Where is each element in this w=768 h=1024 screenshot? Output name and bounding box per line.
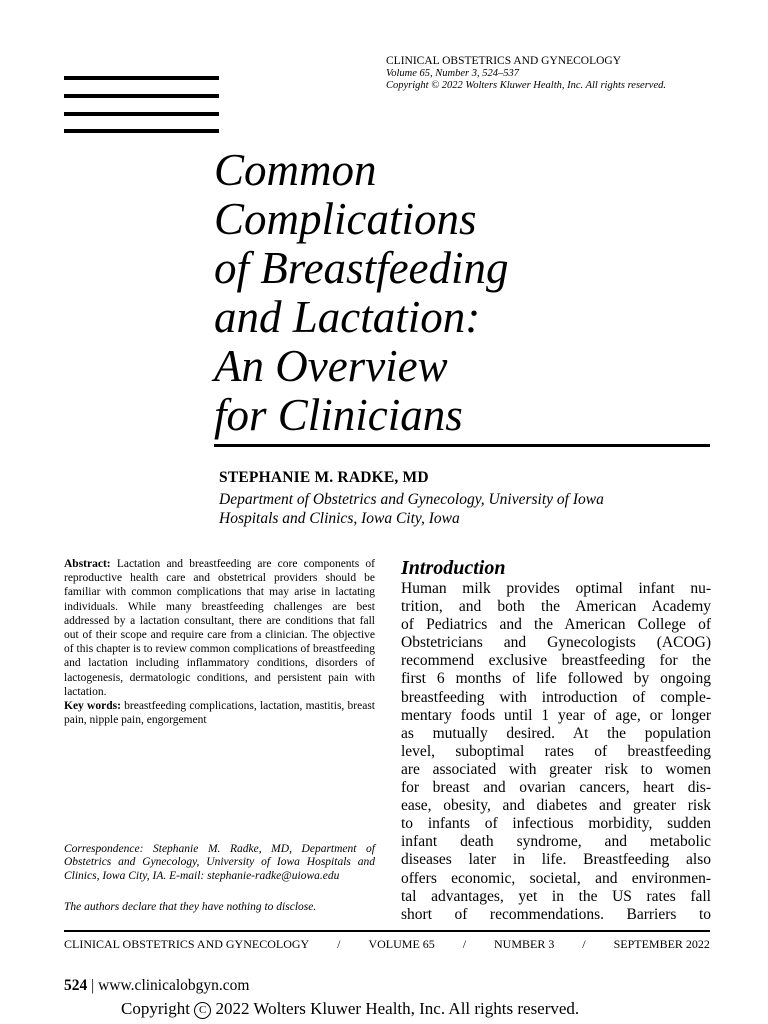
- page-separator: |: [91, 977, 95, 994]
- introduction-heading: Introduction: [401, 557, 506, 579]
- footer-number: NUMBER 3: [494, 937, 555, 951]
- keywords-label: Key words:: [64, 700, 121, 713]
- title-rule: [214, 444, 710, 447]
- introduction-line: Human milk provides optimal infant nu-: [401, 580, 711, 597]
- author-name: STEPHANIE M. RADKE, MD: [219, 469, 429, 486]
- introduction-line: tal advantages, yet in the US rates fall: [401, 887, 711, 905]
- running-footer: [64, 937, 710, 952]
- introduction-line: ease, obesity, and diabetes and greater risk: [401, 797, 711, 815]
- abstract-text: Lactation and breastfeeding are core components of reproductive health care and obstetrical providers should be familiar with common complications that may arise in lactating individuals. While many breastfeeding challenges are best addressed by a lactation consultant, there are conditions that fall out of their scope and require care from a clinician. The objective of this chapter is to review common complications of breastfeeding and lactation including inflammatory conditions, disorders of lactogenesis, dermatologic conditions, and persistent pain with lactation.: [64, 558, 375, 698]
- introduction-line: to infants of infectious morbidity, sudden: [401, 815, 711, 833]
- article-title: [214, 146, 714, 440]
- decorative-rule-4: [64, 129, 219, 133]
- introduction-line: infant death syndrome, and metabolic: [401, 833, 711, 851]
- footer-separator: /: [337, 937, 341, 951]
- affiliation-line: Department of Obstetrics and Gynecology, University of Iowa: [219, 491, 604, 508]
- introduction-line: Obstetricians and Gynecologists (ACOG): [401, 634, 711, 652]
- introduction-line: first 6 months of life followed by ongoing: [401, 670, 711, 688]
- introduction-line: short of recommendations. Barriers to: [401, 905, 711, 923]
- website-link[interactable]: www.clinicalobgyn.com: [98, 977, 250, 994]
- introduction-line: offers economic, societal, and environmen-: [401, 869, 711, 887]
- correspondence: Correspondence: Stephanie M. Radke, MD, Department of Obstetrics and Gynecology, University of Iowa Hospitals and Clinics, Iowa City, IA. E-mail: stephanie-radke@uiowa.edu: [64, 843, 375, 882]
- author-affiliation: [219, 490, 604, 528]
- title-line: Complications: [214, 194, 477, 244]
- abstract: [64, 557, 375, 727]
- copyright-prefix: Copyright: [121, 999, 190, 1018]
- bottom-copyright: [121, 999, 579, 1019]
- copyright-symbol: C: [194, 1002, 211, 1019]
- header-volume: Volume 65, Number 3, 524–537: [386, 68, 519, 79]
- title-line: of Breastfeeding: [214, 243, 509, 293]
- decorative-rule-1: [64, 76, 219, 80]
- decorative-rule-3: [64, 112, 219, 116]
- introduction-line: are associated with greater risk to women: [401, 760, 711, 778]
- introduction-line: mentary foods until 1 year of age, or longer: [401, 706, 711, 724]
- copyright-suffix: 2022 Wolters Kluwer Health, Inc. All rights reserved.: [215, 999, 580, 1018]
- footer-volume: VOLUME 65: [368, 937, 435, 951]
- introduction-line: for breast and ovarian cancers, heart dis-: [401, 779, 711, 797]
- introduction-line: breastfeeding with introduction of comple-: [401, 688, 711, 706]
- introduction-line: trition, and both the American Academy: [401, 598, 711, 616]
- abstract-label: Abstract:: [64, 558, 111, 570]
- page-number-line: [64, 977, 249, 995]
- header-journal: CLINICAL OBSTETRICS AND GYNECOLOGY: [386, 55, 622, 67]
- title-line: for Clinicians: [214, 390, 463, 440]
- footer-separator: /: [462, 937, 467, 951]
- decorative-rule-2: [64, 94, 219, 98]
- introduction-line: recommend exclusive breastfeeding for the: [401, 652, 711, 670]
- disclosure: The authors declare that they have nothing to disclose.: [64, 901, 317, 913]
- introduction-line: as mutually desired. At the population: [401, 724, 711, 742]
- footer-separator: /: [582, 937, 586, 951]
- introduction-line: level, suboptimal rates of breastfeeding: [401, 742, 711, 760]
- title-line: An Overview: [214, 341, 448, 391]
- page-number: 524: [64, 977, 88, 994]
- introduction-body: [401, 580, 711, 924]
- keywords-text: breastfeeding complications, lactation, mastitis, breast pain, nipple pain, engorgement: [64, 700, 375, 727]
- footer-journal: CLINICAL OBSTETRICS AND GYNECOLOGY: [64, 937, 310, 951]
- introduction-line: diseases later in life. Breastfeeding also: [401, 851, 711, 869]
- introduction-line: of Pediatrics and the American College of: [401, 616, 711, 634]
- footer-rule: [64, 930, 710, 932]
- title-line: and Lactation:: [214, 292, 481, 342]
- header-copyright: Copyright © 2022 Wolters Kluwer Health, Inc. All rights reserved.: [386, 80, 666, 91]
- footer-date: SEPTEMBER 2022: [613, 937, 710, 951]
- title-line: Common: [214, 145, 377, 195]
- affiliation-line: Hospitals and Clinics, Iowa City, Iowa: [219, 510, 460, 527]
